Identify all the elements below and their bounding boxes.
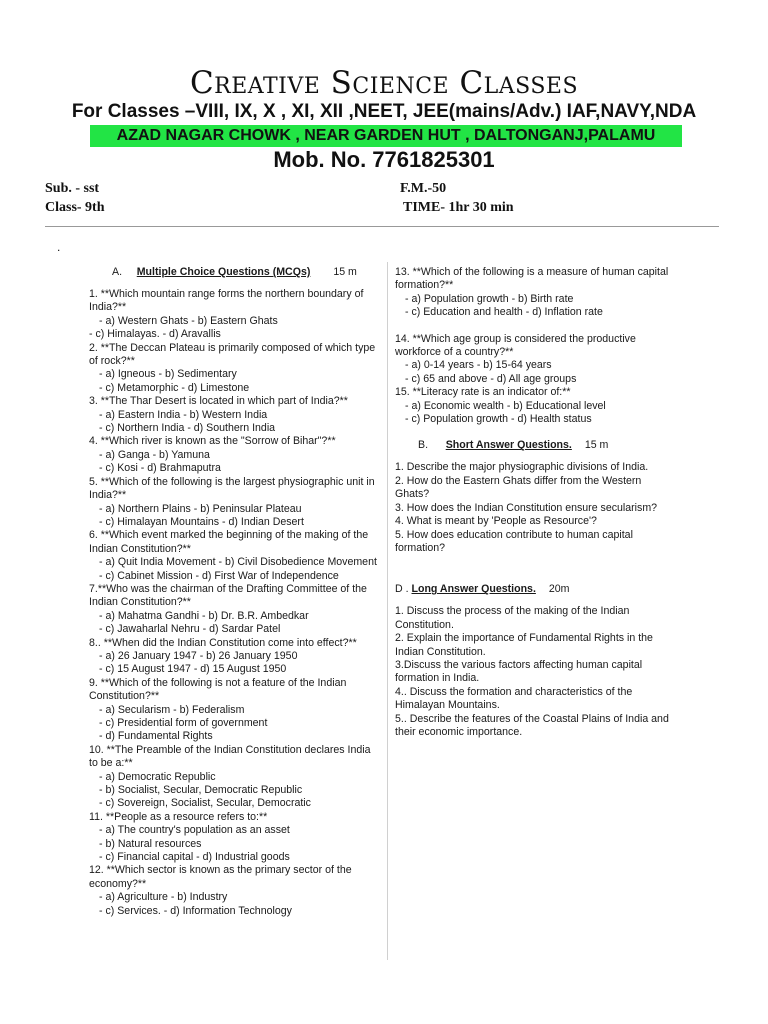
header-divider [45,226,719,227]
question-options: - d) Fundamental Rights [99,730,213,743]
short-question: 4. What is meant by 'People as Resource'? [395,515,597,528]
long-heading: Long Answer Questions. [411,583,536,596]
right-column [395,266,670,739]
mcq-question [89,637,379,677]
question-options: - a) Northern Plains - b) Peninsular Plateau [99,502,302,515]
long-question: 3.Discuss the various factors affecting human capital formation in India. [395,658,643,685]
time-label: TIME- 1hr 30 min [403,200,514,215]
question-text: 9. **Which of the following is not a feature of the Indian Constitution?** [89,676,347,703]
long-question: 5.. Describe the features of the Coastal Plains of India and their economic importance. [395,712,669,738]
question-options: - a) The country's population as an asset [99,824,290,837]
question-options: - a) Western Ghats - b) Eastern Ghats [99,314,278,327]
mcq-heading: Multiple Choice Questions (MCQs) [136,266,311,278]
short-question: 2. How do the Eastern Ghats differ from the Western Ghats? [395,474,642,501]
left-column [89,266,379,918]
long-question: 1. Discuss the process of the making of the Indian Constitution. [395,605,630,631]
long-marks: 20m [548,583,570,596]
question-options: - a) 26 January 1947 - b) 26 January 1950 [99,649,298,662]
question-options: - a) Quit India Movement - b) Civil Disobedience Movement [99,556,377,569]
mcq-prefix: A. [112,266,123,278]
mcq-section-heading [89,266,379,282]
short-prefix: B. [418,439,429,452]
question-options: - c) Cabinet Mission - d) First War of Independence [99,569,339,582]
long-section-heading [395,583,670,599]
question-text: 14. **Which age group is considered the productive workforce of a country?** [395,332,636,359]
address-banner: AZAD NAGAR CHOWK , NEAR GARDEN HUT , DALTONGANJ,PALAMU [90,125,682,147]
mcq-question [89,864,379,918]
question-text: 3. **The Thar Desert is located in which part of India?** [89,395,348,408]
long-question: 2. Explain the importance of Fundamental Rights in the Indian Constitution. [395,632,653,658]
question-text: 15. **Literacy rate is an indicator of:** [395,386,571,399]
short-marks: 15 m [584,439,609,452]
mcq-question [89,395,379,435]
question-options: - a) Ganga - b) Yamuna [99,448,210,461]
short-question-list [395,461,670,555]
short-question: 1. Describe the major physiographic divisions of India. [395,461,649,474]
question-options: - c) 65 and above - d) All age groups [405,372,577,385]
question-text: 10. **The Preamble of the Indian Constitution declares India to be a:** [89,743,371,770]
stray-dot: . [57,240,61,254]
question-text: 13. **Which of the following is a measure of human capital formation?** [395,266,669,292]
question-text: 8.. **When did the Indian Constitution come into effect?** [89,636,357,649]
question-options: - a) Economic wealth - b) Educational level [405,399,606,412]
question-options: - a) 0-14 years - b) 15-64 years [405,359,552,372]
long-question-list [395,605,670,739]
question-options: - c) Services. - d) Information Technology [99,904,292,917]
mcq-question [89,811,379,865]
mcq-question [395,386,670,426]
institute-title: Creative Science Classes [189,65,579,101]
mcq-question [89,435,379,475]
mcq-question [89,677,379,744]
question-options: - a) Eastern India - b) Western India [99,408,268,421]
column-divider [387,262,388,960]
mcq-question [89,288,379,342]
mcq-question [89,342,379,396]
classes-offered: For Classes –VIII, IX, X , XI, XII ,NEET, JEE(mains/Adv.) IAF,NAVY,NDA [71,101,697,122]
mcq-question [395,266,670,320]
full-marks-label: F.M.-50 [400,181,447,196]
mcq-question [89,744,379,811]
short-section-heading [395,439,670,455]
question-options: - c) Northern India - d) Southern India [99,422,276,435]
question-text: 5. **Which of the following is the largest physiographic unit in India?** [89,475,375,502]
question-text: 11. **People as a resource refers to:** [89,810,268,823]
mcq-question [89,529,379,583]
question-text: 12. **Which sector is known as the primary sector of the economy?** [89,864,352,890]
mobile-number: Mob. No. 7761825301 [273,147,495,172]
question-options: - b) Natural resources [99,837,202,850]
question-options: - c) Presidential form of government [99,717,268,729]
question-options: - a) Mahatma Gandhi - b) Dr. B.R. Ambedkar [99,609,309,622]
question-options: - c) Himalayan Mountains - d) Indian Desert [99,515,304,528]
short-question: 3. How does the Indian Constitution ensure secularism? [395,501,658,514]
question-options: - a) Secularism - b) Federalism [99,703,245,716]
short-question: 5. How does education contribute to human capital formation? [395,528,633,554]
question-options: - a) Agriculture - b) Industry [99,891,228,904]
question-text: 1. **Which mountain range forms the northern boundary of India?** [89,288,364,314]
mcq-question [395,333,670,387]
question-options: - a) Democratic Republic [99,770,216,783]
mcq-question [89,476,379,530]
short-heading: Short Answer Questions. [445,439,572,452]
long-prefix: D . [395,583,409,596]
question-text: 7.**Who was the chairman of the Drafting Committee of the Indian Constitution?** [89,582,367,609]
question-options: - c) Financial capital - d) Industrial goods [99,851,290,864]
long-question: 4.. Discuss the formation and characteristics of the Himalayan Mountains. [395,685,633,712]
question-options: - b) Socialist, Secular, Democratic Republic [99,784,303,797]
question-options: - c) Education and health - d) Inflation rate [405,306,603,319]
question-options: - c) 15 August 1947 - d) 15 August 1950 [99,663,287,676]
mcq-question [89,583,379,637]
question-options: - c) Population growth - d) Health status [405,413,592,426]
question-options: - c) Sovereign, Socialist, Secular, Democratic [99,797,311,810]
question-options: - a) Population growth - b) Birth rate [405,292,574,305]
question-options: - c) Jawaharlal Nehru - d) Sardar Patel [99,623,281,636]
question-options: - c) Metamorphic - d) Limestone [99,381,250,394]
subject-label: Sub. - sst [45,181,100,196]
mcq-marks: 15 m [333,266,357,278]
class-label: Class- 9th [45,200,105,215]
question-text: 2. **The Deccan Plateau is primarily composed of which type of rock?** [89,341,376,368]
question-text: 4. **Which river is known as the "Sorrow of Bihar"?** [89,435,336,448]
question-text: 6. **Which event marked the beginning of the making of the Indian Constitution?** [89,529,369,555]
question-options: - a) Igneous - b) Sedimentary [99,368,237,381]
question-options: - c) Kosi - d) Brahmaputra [99,462,221,475]
question-options: - c) Himalayas. - d) Aravallis [89,328,221,341]
